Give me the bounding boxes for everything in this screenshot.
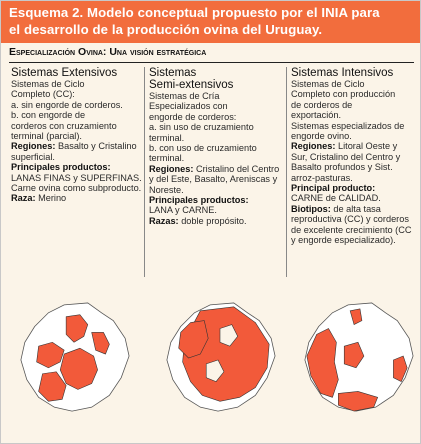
column-title: Sistemas Extensivos	[11, 67, 118, 79]
text-line: terminal.	[149, 153, 185, 164]
regiones-label: Regiones:	[149, 163, 194, 174]
column-title: Sistemas Intensivos	[291, 67, 394, 79]
biotipos-label: Biotipos:	[291, 203, 331, 214]
uruguay-map-semi-extensivos	[161, 299, 279, 417]
text-line: a. sin engorde de corderos.	[11, 99, 123, 110]
text-line: Especializados con	[149, 101, 228, 112]
text-line: terminal.	[149, 132, 185, 143]
column-divider	[144, 67, 145, 277]
text-line: b. con uso de cruzamiento	[149, 143, 257, 154]
column-semi-extensivos	[149, 67, 281, 226]
regiones-label: Regiones:	[11, 141, 56, 152]
text-line: corderos con cruzamiento	[11, 120, 117, 131]
uruguay-map-extensivos	[15, 299, 133, 417]
column-extensivos	[11, 67, 143, 204]
text-line: Sistemas de Cría	[149, 91, 220, 101]
header-line-2: el desarrollo de la producción ovina del Uruguay.	[9, 22, 323, 37]
text-line: de corderos de	[291, 99, 353, 110]
subtitle: Especialización Ovina: Una visión estratégica	[9, 46, 207, 58]
header-line-1: Esquema 2. Modelo conceptual propuesto por el INIA para	[9, 5, 380, 20]
extra-text: Carne ovina como subproducto.	[11, 183, 142, 194]
raza-label: Razas:	[149, 215, 179, 226]
raza-label: Raza:	[11, 193, 36, 204]
regiones-text: Cristalino del Centro y del Este, Basalto, Areniscas y Noreste.	[149, 163, 280, 195]
regiones-label: Regiones:	[291, 141, 336, 152]
text-line: b. con engorde de	[11, 110, 86, 121]
raza-text: Merino	[38, 193, 67, 204]
text-line: Sistemas de Ciclo	[11, 79, 85, 89]
text-line: Sistemas de Ciclo	[291, 79, 365, 89]
text-line: Completo con producción	[291, 89, 396, 100]
productos-label: Principal producto:	[291, 183, 376, 194]
text-line: a. sin uso de cruzamiento	[149, 122, 254, 133]
column-intensivos	[291, 67, 416, 246]
productos-text: LANA y CARNE.	[149, 205, 217, 216]
regiones-text: Litoral Oeste y Sur, Cristalino del Centro y Basalto profundos y Sist. arroz-pasturas.	[291, 141, 401, 183]
column-title: Sistemas	[149, 67, 197, 79]
text-line: Completo (CC):	[11, 89, 75, 100]
text-line: engorde de corderos:	[149, 111, 237, 122]
text-line: Sistemas especializados de	[291, 120, 405, 131]
regiones-text: Basalto y Cristalino superficial.	[11, 141, 137, 162]
uruguay-map-intensivos	[299, 299, 417, 417]
subtitle-underline	[9, 62, 414, 63]
column-divider	[286, 67, 287, 277]
productos-label: Principales productos:	[11, 162, 111, 173]
biotipos-text: de alta tasa reproductiva (CC) y corderos de excelente crecimiento (CC y engorde especializado).	[291, 203, 412, 246]
raza-text: doble propósito.	[181, 215, 247, 226]
text-line: engorde ovino.	[291, 131, 352, 142]
figure-header	[1, 1, 420, 43]
text-line: exportación.	[291, 110, 342, 121]
regiones-paragraph	[11, 141, 143, 162]
productos-text: LANAS FINAS y SUPERFINAS.	[11, 172, 142, 183]
text-line: terminal (parcial).	[11, 131, 82, 142]
productos-text: CARNE de CALIDAD.	[291, 193, 381, 204]
column-title-2: Semi-extensivos	[149, 79, 234, 91]
productos-label: Principales productos:	[149, 195, 249, 206]
